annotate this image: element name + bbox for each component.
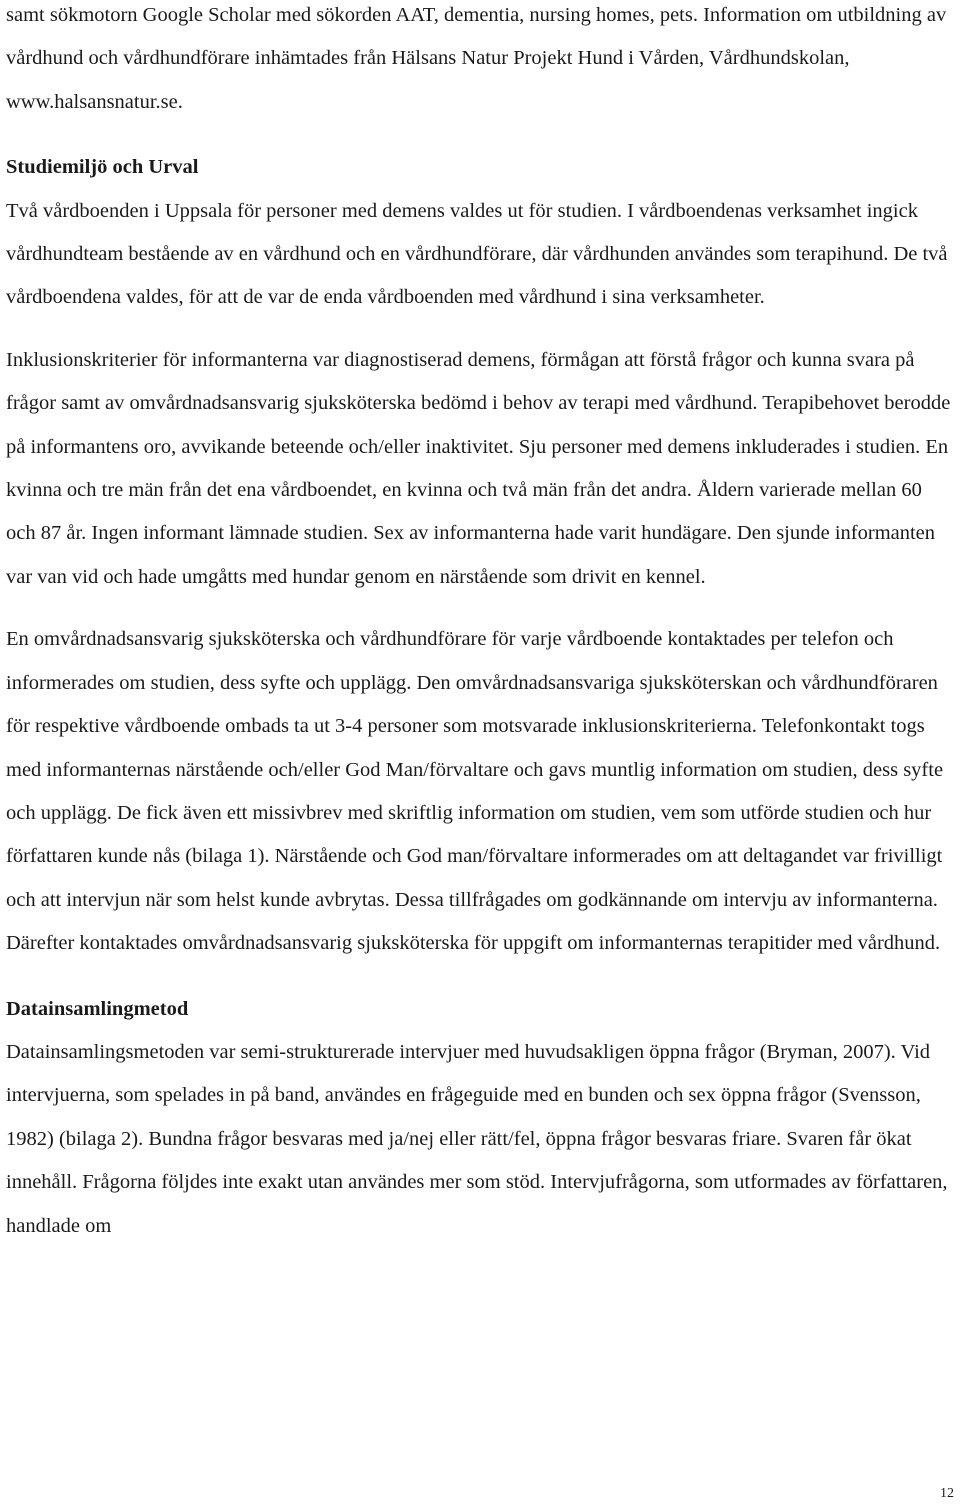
paragraph-study-setting: Två vårdboenden i Uppsala för personer med demens valdes ut för studien. I vårdboendenas verksamhet ingick vårdhundteam bestående av en vårdhund och en vårdhundförare, där vårdhunden användes som terapihund. De två vårdboendena valdes, för att de var de enda vårdboenden med vårdhund i sina verksamheter. <box>6 199 948 309</box>
section-heading-data-collection: Datainsamlingmetod <box>6 997 189 1020</box>
intro-paragraph: samt sökmotorn Google Scholar med sökorden AAT, dementia, nursing homes, pets. Information om utbildning av vårdhund och vårdhundförare inhämtades från Hälsans Natur Projekt Hund i Vården, Vårdhundskolan, www.halsansnatur.se. <box>6 4 947 113</box>
page-number: 12 <box>940 1486 954 1501</box>
paragraph-inclusion-criteria: Inklusionskriterier för informanterna var diagnostiserad demens, förmågan att förstå frågor och kunna svara på frågor samt av omvårdnadsansvarig sjuksköterska bedömd i behov av terapi med vårdhund. Terapibehovet berodde på informantens oro, avvikande beteende och/eller inaktivitet. Sju personer med demens inkluderades i studien. En kvinna och tre män från det ena vårdboendet, en kvinna och två män från det andra. Åldern varierade mellan 60 och 87 år. Ingen informant lämnade studien. Sex av informanterna hade varit hundägare. Den sjunde informanten var van vid och hade umgåtts med hundar genom en närstående som drivit en kennel. <box>6 348 951 588</box>
section-heading-study-environment: Studiemiljö och Urval <box>6 156 199 179</box>
document-page <box>6 0 954 1248</box>
paragraph-contact-procedure: En omvårdnadsansvarig sjuksköterska och vårdhundförare för varje vårdboende kontaktades per telefon och informerades om studien, dess syfte och upplägg. Den omvårdnadsansvariga sjuksköterskan och vårdhundföraren för respektive vårdboende ombads ta ut 3-4 personer som motsvarade inklusionskriterierna. Telefonkontakt togs med informanternas närstående och/eller God Man/förvaltare och gavs muntlig information om studien, dess syfte och upplägg. De fick även ett missivbrev med skriftlig information om studien, vem som utförde studien och hur författaren kunde nås (bilaga 1). Närstående och God man/förvaltare informerades om att deltagandet var frivilligt och att intervjun när som helst kunde avbrytas. Dessa tillfrågades om godkännande om intervju av informanterna. Därefter kontaktades omvårdnadsansvarig sjuksköterska för uppgift om informanternas terapitider med vårdhund. <box>6 628 944 955</box>
paragraph-data-collection-method: Datainsamlingsmetoden var semi-strukturerade intervjuer med huvudsakligen öppna frågor (Bryman, 2007). Vid intervjuerna, som spelades in på band, användes en frågeguide med en bunden och sex öppna frågor (Svensson, 1982) (bilaga 2). Bundna frågor besvaras med ja/nej eller rätt/fel, öppna frågor besvaras friare. Svaren får ökat innehåll. Frågorna följdes inte exakt utan användes mer som stöd. Intervjufrågorna, som utformades av författaren, handlade om <box>6 1040 948 1237</box>
